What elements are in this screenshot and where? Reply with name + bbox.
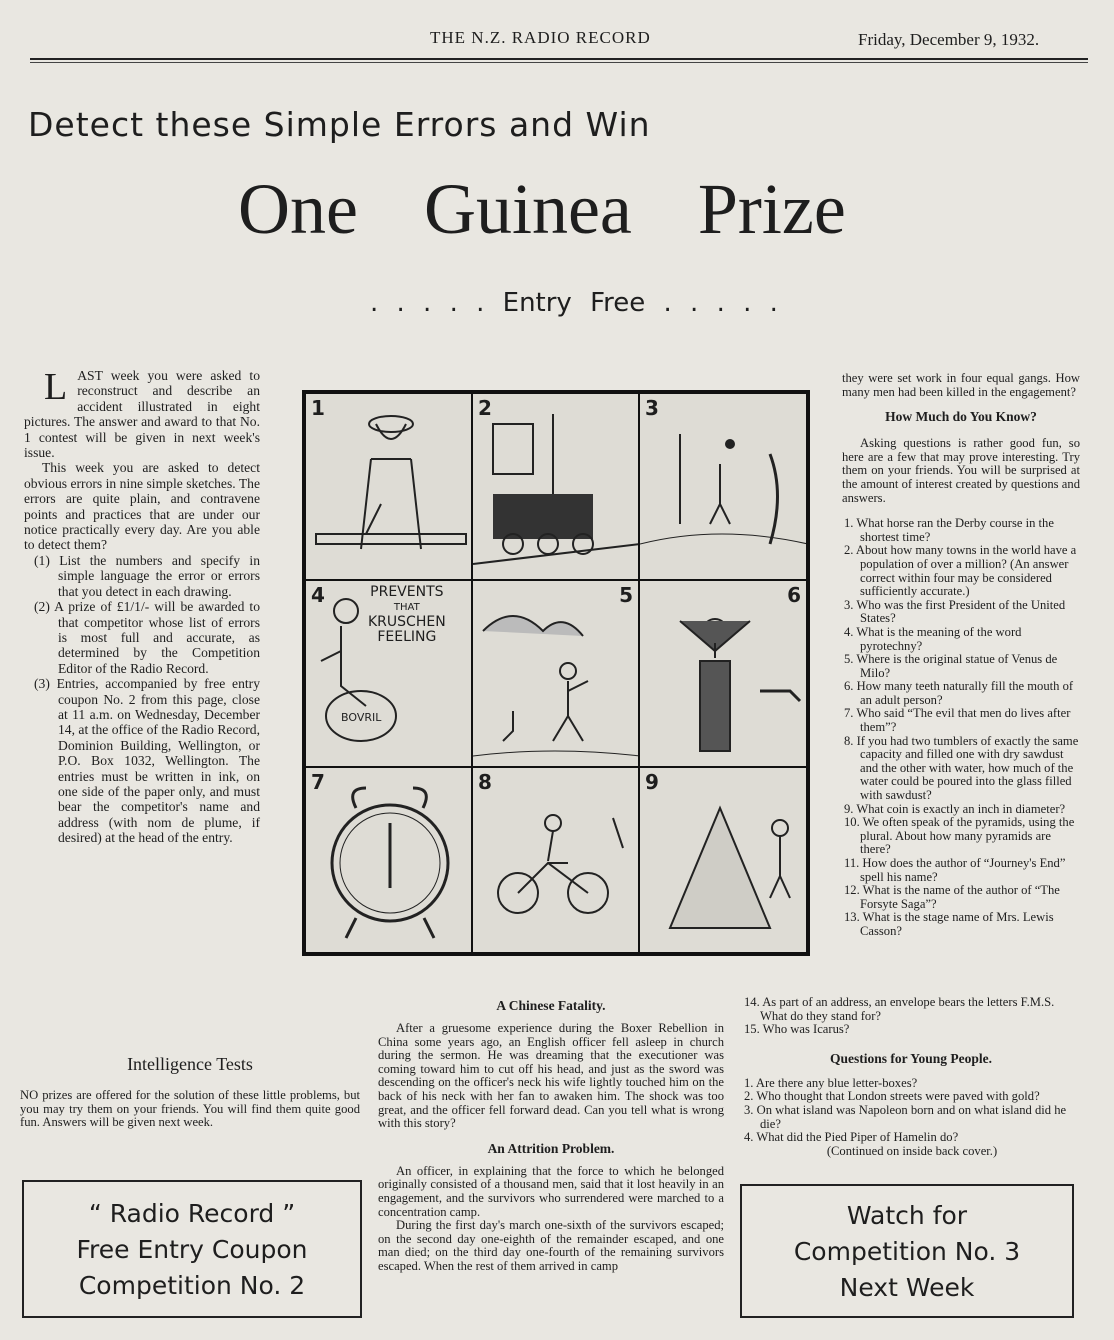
- watch-line-1: Watch for: [846, 1201, 968, 1230]
- intelligence-title: Intelligence Tests: [127, 1054, 253, 1074]
- attrition-text-2: During the first day's march one-sixth of the survivors escaped; on the second day one-eighth of the remainder escaped, and one man died; on the third day one-fourth of the remaining survivors escaped. When the rest of them arrived in camp: [378, 1218, 724, 1273]
- picture-number: 1: [311, 396, 325, 420]
- header-rule: [30, 58, 1088, 60]
- watch-line-2: Competition No. 3: [793, 1237, 1021, 1266]
- quiz-questions: [842, 517, 1080, 938]
- man-with-hat-illustration: [306, 394, 472, 580]
- attrition-title: An Attrition Problem.: [487, 1140, 615, 1156]
- picture-number: 8: [478, 770, 492, 794]
- quiz-question: 2. About how many towns in the world have a population of over a million? (An answer correct within four may be considered sufficiently accurate.): [844, 543, 1077, 599]
- drop-cap: L: [44, 366, 68, 408]
- intelligence-text: NO prizes are offered for the solution of these little problems, but you may try them on your friends. You will find them quite good fun. Answers will be given next week.: [20, 1088, 360, 1130]
- masthead-title: THE N.Z. RADIO RECORD: [430, 28, 651, 47]
- svg-text:BOVRIL: BOVRIL: [341, 711, 382, 724]
- kruschen-advert: PREVENTS THAT KRUSCHEN FEELING: [368, 584, 446, 645]
- picture-6: [639, 580, 807, 767]
- young-question: 4. What did the Pied Piper of Hamelin do?: [744, 1130, 959, 1145]
- skaters-illustration: [473, 581, 639, 767]
- entry-free-line: . . . . . Entry Free . . . . .: [370, 288, 778, 318]
- hold-up-illustration: [640, 581, 807, 767]
- quiz-question: 5. Where is the original statue of Venus de Milo?: [844, 652, 1058, 680]
- alarm-clock-illustration: [306, 768, 472, 953]
- cyclist-illustration: [473, 768, 639, 953]
- how-much-intro: Asking questions is rather good fun, so here are a few that may prove interesting. Try them on your friends. You will be surprised at the amount of interest created by questions and answers.: [842, 436, 1080, 505]
- rule-1: (1) List the numbers and specify in simple language the error or errors that you detect in each drawing.: [34, 552, 260, 599]
- quiz-question: 11. How does the author of “Journey's End” spell his name?: [844, 856, 1066, 884]
- quiz-question: 1. What horse ran the Derby course in the shortest time?: [844, 516, 1054, 544]
- tent-illustration: [640, 768, 807, 953]
- prize-title: One Guinea Prize: [238, 169, 846, 249]
- right-lower-column: [742, 996, 1080, 1158]
- rule-3: (3) Entries, accompanied by free entry coupon No. 2 from this page, close at 11 a.m. on Wednesday, December 14, at the office of the Radio Record, Dominion Building, Wellington, or P.O. Box 1032, Wellington. The entries must be written in ink, on one side of the paper only, and must bear the competitor's name and address (with nom de plume, if desired) at the head of the entry.: [34, 676, 260, 846]
- picture-number: 3: [645, 396, 659, 420]
- picture-3: [639, 393, 807, 580]
- young-question: 2. Who thought that London streets were paved with gold?: [744, 1089, 1040, 1104]
- error-pictures-grid: [302, 390, 810, 956]
- how-much-title: How Much do You Know?: [885, 409, 1037, 425]
- intro-paragraph-2: This week you are asked to detect obvious errors in nine simple sketches. The errors are quite plain, and contravene points and practices that are under our notice practically every day. Are you able to detect them?: [24, 460, 260, 553]
- rule-2: (2) A prize of £1/1/- will be awarded to that competitor whose list of errors is most full and accurate, as determined by the Competition Editor of the Radio Record.: [34, 599, 260, 676]
- picture-number: 7: [311, 770, 325, 794]
- picture-4: [305, 580, 472, 767]
- coupon-line-2: Free Entry Coupon: [76, 1235, 308, 1264]
- quiz-question: 9. What coin is exactly an inch in diameter?: [844, 801, 1066, 816]
- quiz-question: 3. Who was the first President of the United States?: [844, 597, 1066, 626]
- right-column: [842, 372, 1080, 939]
- picture-1: [305, 393, 472, 580]
- young-question: 3. On what island was Napoleon born and on what island did he die?: [744, 1102, 1067, 1131]
- picture-number: 9: [645, 770, 659, 794]
- quiz-question: 6. How many teeth naturally fill the mouth of an adult person?: [844, 679, 1074, 707]
- continued-note: (Continued on inside back cover.): [826, 1143, 998, 1158]
- picture-2: [472, 393, 639, 580]
- quiz-question: 13. What is the stage name of Mrs. Lewis Casson?: [844, 910, 1054, 938]
- picture-9: [639, 767, 807, 953]
- watch-line-3: Next Week: [839, 1273, 975, 1302]
- quiz-question: 7. Who said “The evil that men do lives after them”?: [844, 706, 1071, 735]
- quiz-question: 15. Who was Icarus?: [744, 1022, 850, 1037]
- chinese-fatality-text: After a gruesome experience during the Boxer Rebellion in China some years ago, an English officer fell asleep in church during the sermon. He was dreaming that the executioner was coming toward him to cut off his head, and just as the sword was descending on the officer's neck his wife lightly touched him on the back of his neck with her fan to awaken him. The shock was too great, and the officer fell forward dead. Can you tell what is wrong with this story?: [378, 1021, 724, 1131]
- picture-number: 6: [787, 583, 801, 607]
- picture-5: [472, 580, 639, 767]
- picture-8: [472, 767, 639, 953]
- header-rule-thin: [30, 62, 1088, 63]
- coupon-line-1: “ Radio Record ”: [88, 1199, 296, 1228]
- young-question: 1. Are there any blue letter-boxes?: [744, 1075, 918, 1090]
- train-illustration: [473, 394, 639, 580]
- attrition-continued: they were set work in four equal gangs. How many men had been killed in the engagement?: [842, 371, 1080, 399]
- intro-article: [24, 368, 260, 846]
- picture-number: 2: [478, 396, 492, 420]
- quiz-question: 14. As part of an address, an envelope bears the letters F.M.S. What do they stand for?: [744, 995, 1055, 1023]
- coupon-line-3: Competition No. 2: [78, 1271, 306, 1300]
- young-people-title: Questions for Young People.: [829, 1050, 992, 1066]
- intelligence-section: [20, 1040, 360, 1130]
- chinese-fatality-section: [378, 990, 724, 1274]
- attrition-text-1: An officer, in explaining that the force to which he belonged originally consisted of a thousand men, said that it lost heavily in an engagement, and the survivors who surrendered were marched to a concentration camp.: [378, 1163, 724, 1219]
- chinese-fatality-title: A Chinese Fatality.: [496, 998, 606, 1013]
- quiz-question: 10. We often speak of the pyramids, using the plural. About how many pyramids are there?: [844, 815, 1075, 857]
- picture-number: 5: [619, 583, 633, 607]
- intro-paragraph-1: LAST week you were asked to reconstruct and describe an accident illustrated in eight pictures. The answer and award to that No. 1 contest will be given in next week's issue.: [24, 366, 260, 461]
- man-on-barrel-illustration: [306, 581, 472, 767]
- watch-for-box: [740, 1184, 1074, 1318]
- free-entry-coupon[interactable]: [22, 1180, 362, 1318]
- picture-7: [305, 767, 472, 953]
- bowls-game-illustration: [640, 394, 807, 580]
- headline: Detect these Simple Errors and Win: [28, 105, 651, 144]
- picture-number: 4: [311, 583, 325, 607]
- issue-date: Friday, December 9, 1932.: [858, 30, 1040, 49]
- quiz-question: 12. What is the name of the author of “The Forsyte Saga”?: [844, 883, 1060, 911]
- quiz-question: 4. What is the meaning of the word pyrotechny?: [844, 624, 1022, 653]
- quiz-question: 8. If you had two tumblers of exactly the same capacity and filled one with dry sawdust and the other with water, how much of the water could be poured into the glass filled with sawdust?: [844, 733, 1079, 803]
